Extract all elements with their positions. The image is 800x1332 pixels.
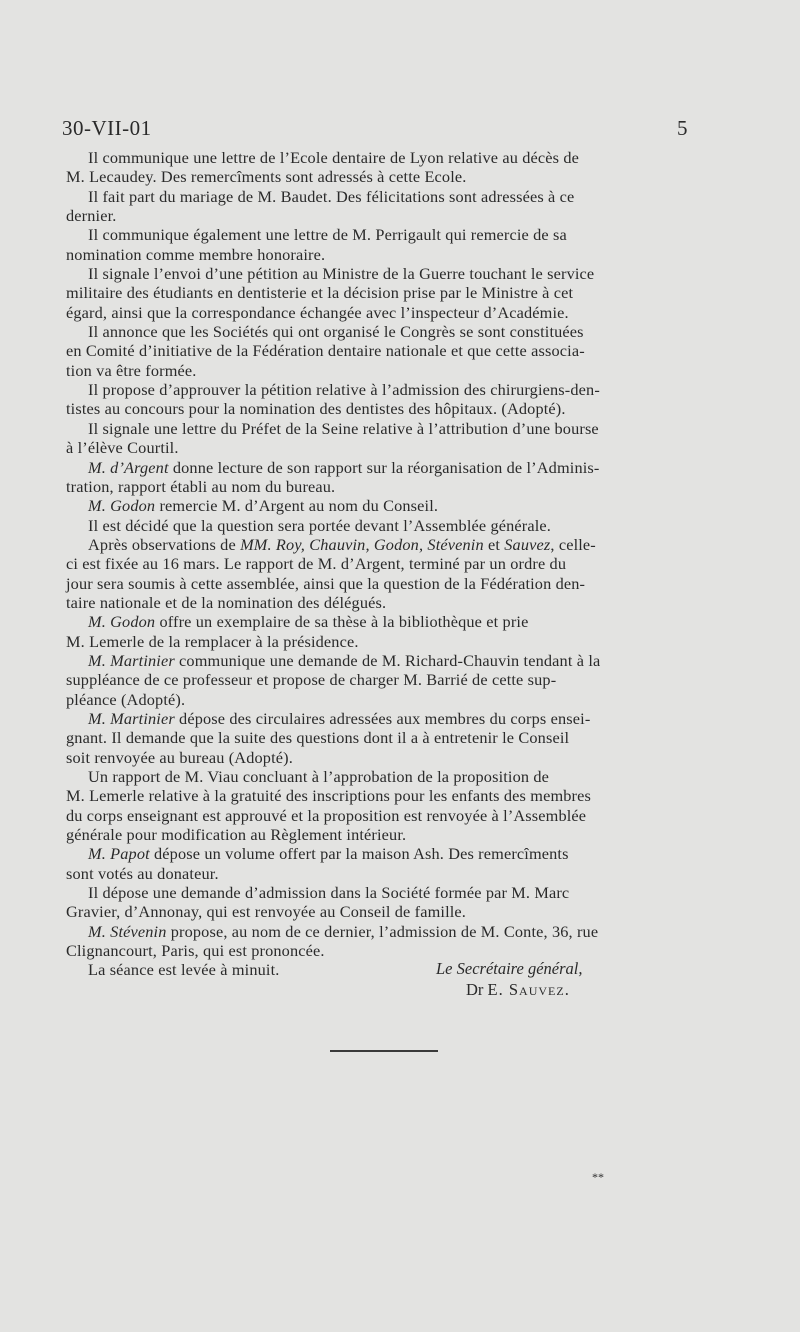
line-text: Il signale une lettre du Préfet de la Seine relative à l’attribution d’une bourse bbox=[88, 418, 599, 438]
paragraph-line: égard, ainsi que la correspondance échangée avec l’inspecteur d’Académie. bbox=[66, 302, 569, 322]
paragraph-first-line bbox=[88, 148, 579, 167]
paragraph-first-line bbox=[88, 419, 599, 438]
paragraph bbox=[88, 516, 688, 535]
paragraph-line: militaire des étudiants en dentisterie et la décision prise par le Ministre à cet bbox=[66, 283, 574, 303]
line-text: La séance est levée à minuit. bbox=[88, 960, 280, 980]
paragraph-first-line bbox=[88, 225, 567, 244]
paragraph-first-line bbox=[88, 922, 598, 941]
paragraph bbox=[66, 844, 688, 883]
speaker-name: M. Martinier bbox=[88, 708, 175, 728]
paragraph bbox=[66, 534, 688, 612]
line-text: Il propose d’approuver la pétition relative à l’admission des chirurgiens-den- bbox=[88, 380, 600, 400]
paragraph-line: M. Lemerle de la remplacer à la présidence. bbox=[66, 631, 359, 651]
paragraph-line: taire nationale et de la nomination des délégués. bbox=[66, 592, 387, 612]
line-text: communique une demande de M. Richard-Chauvin tendant à la bbox=[174, 650, 601, 670]
line-text: Il annonce que les Sociétés qui ont organisé le Congrès se sont constituées bbox=[88, 322, 584, 342]
paragraph-line: jour sera soumis à cette assemblée, ainsi que la question de la Fédération den- bbox=[66, 573, 586, 593]
closing-rule bbox=[330, 1050, 438, 1052]
line-text: offre un exemplaire de sa thèse à la bibliothèque et prie bbox=[155, 612, 529, 632]
line-text: Il est décidé que la question sera portée devant l’Assemblée générale. bbox=[88, 515, 552, 535]
paragraph-first-line bbox=[88, 535, 596, 554]
paragraph-first-line bbox=[88, 612, 528, 631]
line-text: donne lecture de son rapport sur la réorganisation de l’Adminis- bbox=[168, 457, 600, 477]
paragraph-first-line bbox=[88, 264, 594, 283]
paragraph-line: suppléance de ce professeur et propose de charger M. Barrié de cette sup- bbox=[66, 670, 557, 690]
line-text: Il signale l’envoi d’une pétition au Ministre de la Guerre touchant le service bbox=[88, 264, 595, 284]
paragraph bbox=[88, 496, 688, 515]
paragraph-first-line bbox=[88, 844, 569, 863]
line-text: Il communique également une lettre de M. Perrigault qui remercie de sa bbox=[88, 225, 567, 245]
speaker-names: MM. Roy, Chauvin, Godon, Stévenin bbox=[240, 534, 484, 554]
line-text: remercie M. d’Argent au nom du Conseil. bbox=[155, 496, 439, 516]
paragraph-line: générale pour modification au Règlement intérieur. bbox=[66, 825, 407, 845]
speaker-name: M. Godon bbox=[88, 612, 156, 632]
paragraph-first-line bbox=[88, 496, 438, 515]
line-text: Il fait part du mariage de M. Baudet. Des félicitations sont adressées à ce bbox=[88, 186, 575, 206]
speaker-name: M. Martinier bbox=[88, 650, 175, 670]
line-text: Un rapport de M. Viau concluant à l’approbation de la proposition de bbox=[88, 767, 550, 786]
paragraph-first-line bbox=[88, 516, 551, 535]
paragraph-line: soit renvoyée au bureau (Adopté). bbox=[66, 747, 293, 767]
paragraph-first-line bbox=[88, 709, 590, 728]
line-text: Il dépose une demande d’admission dans la Société formée par M. Marc bbox=[88, 883, 570, 903]
paragraph-line: tion va être formée. bbox=[66, 360, 197, 380]
paragraph-first-line bbox=[88, 960, 280, 979]
paragraph bbox=[66, 921, 688, 961]
page-date: 30-VII-01 bbox=[62, 116, 152, 140]
line-text: Après observations de bbox=[88, 534, 241, 554]
paragraph-first-line bbox=[88, 380, 600, 399]
paragraph-line: ci est fixée au 16 mars. Le rapport de M. d’Argent, terminé par un ordre du bbox=[66, 554, 567, 574]
paragraph bbox=[66, 612, 688, 651]
paragraph-line: en Comité d’initiative de la Fédération dentaire nationale et que cette associa- bbox=[66, 341, 585, 361]
paragraph-first-line bbox=[88, 767, 549, 786]
paragraph bbox=[66, 457, 688, 497]
paragraph bbox=[66, 264, 688, 322]
paragraph bbox=[66, 767, 688, 845]
paragraph-first-line bbox=[88, 651, 600, 670]
paragraph bbox=[66, 322, 688, 380]
line-text: propose, au nom de ce dernier, l’admission de M. Conte, 36, rue bbox=[166, 921, 599, 941]
paragraph-line: gnant. Il demande que la suite des questions dont il a à entretenir le Conseil bbox=[66, 728, 570, 748]
paragraph-first-line bbox=[88, 883, 569, 902]
line-text: dépose un volume offert par la maison Ash. Des remercîments bbox=[149, 844, 569, 864]
paragraph bbox=[66, 148, 688, 187]
speaker-name: M. d’Argent bbox=[88, 457, 169, 477]
line-text: , celle- bbox=[550, 534, 596, 554]
paragraph-line: tistes au concours pour la nomination des dentistes des hôpitaux. (Adopté). bbox=[66, 399, 566, 419]
paragraph-first-line bbox=[88, 458, 599, 477]
paragraph-line: pléance (Adopté). bbox=[66, 689, 186, 709]
paragraph-first-line bbox=[88, 187, 574, 206]
paragraph-line: dernier. bbox=[66, 206, 117, 226]
signature-block bbox=[436, 958, 696, 1000]
paragraph bbox=[66, 708, 688, 767]
paragraph-line: nomination comme membre honoraire. bbox=[66, 244, 326, 264]
line-text: Il communique une lettre de l’Ecole dentaire de Lyon relative au décès de bbox=[88, 148, 580, 167]
paragraph-line: Clignancourt, Paris, qui est prononcée. bbox=[66, 941, 325, 961]
speaker-name: M. Stévenin bbox=[88, 921, 167, 941]
paragraph-line: tration, rapport établi au nom du bureau. bbox=[66, 476, 336, 496]
paragraph-line: M. Lemerle relative à la gratuité des inscriptions pour les enfants des membres bbox=[66, 786, 591, 806]
page-number: 5 bbox=[677, 116, 688, 140]
speaker-name: Sauvez bbox=[504, 534, 551, 554]
speaker-name: M. Godon bbox=[88, 496, 156, 516]
signature-surname: E. Sauvez. bbox=[487, 980, 570, 999]
signature-title: Dr bbox=[466, 980, 484, 999]
line-text: et bbox=[483, 534, 505, 554]
signature-name bbox=[466, 979, 696, 1000]
signature-role: Le Secrétaire général, bbox=[436, 959, 583, 978]
paragraph-line: sont votés au donateur. bbox=[66, 863, 219, 883]
minutes-body bbox=[66, 148, 688, 980]
paragraph-line: M. Lecaudey. Des remercîments sont adressés à cette Ecole. bbox=[66, 167, 467, 187]
paragraph bbox=[66, 186, 688, 226]
footer-mark: ** bbox=[592, 1170, 604, 1184]
paragraph bbox=[66, 225, 688, 264]
paragraph bbox=[66, 883, 688, 922]
paragraph bbox=[66, 650, 688, 709]
line-text: dépose des circulaires adressées aux membres du corps ensei- bbox=[174, 708, 591, 728]
paragraph bbox=[66, 418, 688, 458]
paragraph-line: Gravier, d’Annonay, qui est renvoyée au Conseil de famille. bbox=[66, 902, 467, 922]
paragraph-line: à l’élève Courtil. bbox=[66, 438, 179, 458]
paragraph-first-line bbox=[88, 322, 584, 341]
paragraph bbox=[66, 380, 688, 419]
speaker-name: M. Papot bbox=[88, 844, 150, 864]
paragraph-line: du corps enseignant est approuvé et la proposition est renvoyée à l’Assemblée bbox=[66, 805, 587, 825]
